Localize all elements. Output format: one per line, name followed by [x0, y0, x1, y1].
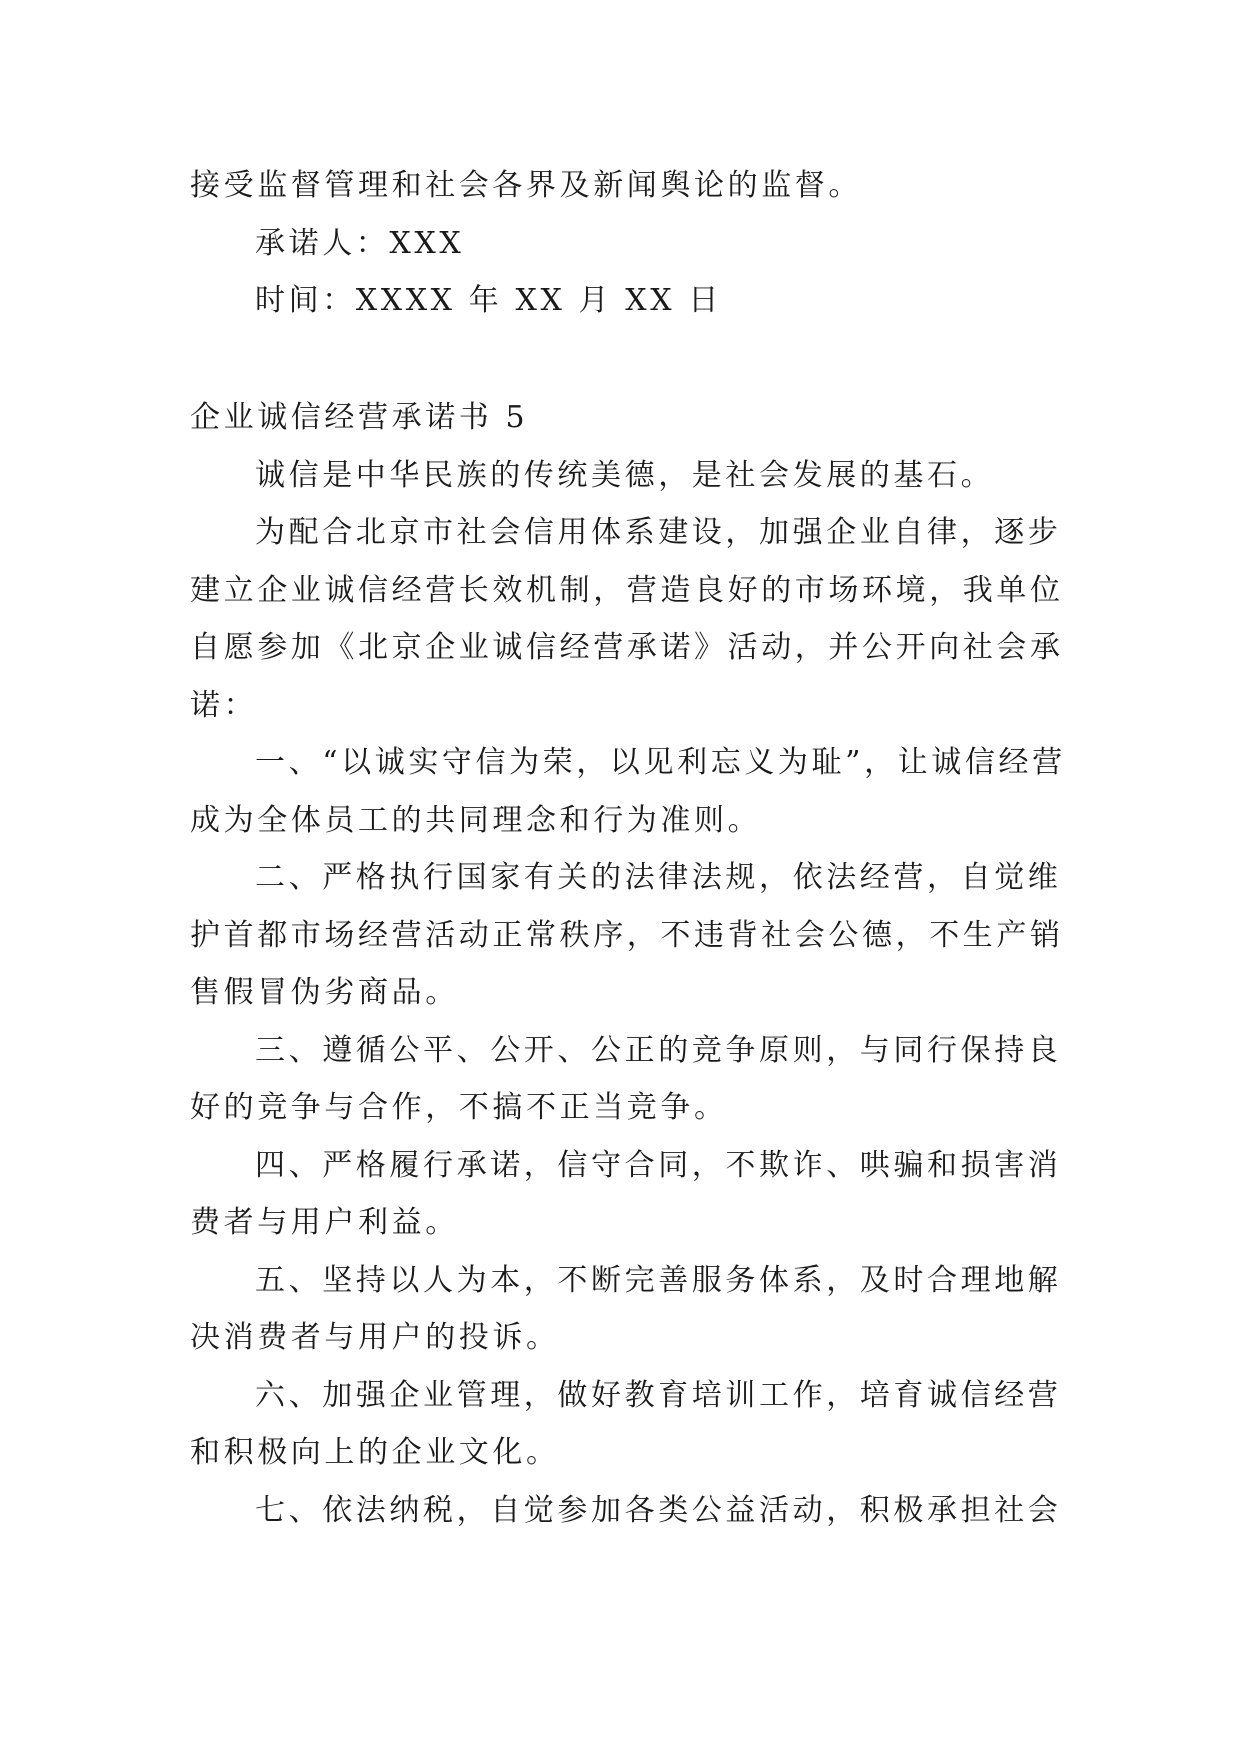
item-6-line-1: 六、加强企业管理，做好教育培训工作，培育诚信经营 [255, 1377, 1062, 1413]
item-7-line-1: 七、依法纳税，自觉参加各类公益活动，积极承担社会 [255, 1492, 1062, 1528]
paragraph-2-line-2: 建立企业诚信经营长效机制，营造良好的市场环境，我单位 [190, 572, 1064, 608]
promisor-line: 承诺人：XXX [255, 225, 465, 261]
paragraph-2-line-1: 为配合北京市社会信用体系建设，加强企业自律，逐步 [255, 515, 1062, 550]
item-4-line-1: 四、严格履行承诺，信守合同，不欺诈、哄骗和损害消 [255, 1147, 1062, 1183]
previous-section-ending [190, 157, 1052, 330]
section-title: 企业诚信经营承诺书 5 [190, 400, 529, 435]
item-2-line-3: 售假冒伪劣商品。 [190, 975, 459, 1010]
closing-line: 接受监督管理和社会各界及新闻舆论的监督。 [190, 168, 862, 203]
item-1-line-1: 一、“以诚实守信为荣，以见利忘义为耻”，让诚信经营 [255, 745, 1066, 780]
item-2-line-1: 二、严格执行国家有关的法律法规，依法经营，自觉维 [255, 860, 1062, 895]
item-4-line-2: 费者与用户利益。 [190, 1205, 459, 1240]
item-5-line-2: 决消费者与用户的投诉。 [190, 1320, 560, 1355]
paragraph-2-line-4: 诺： [190, 687, 258, 723]
item-6-line-2: 和积极向上的企业文化。 [190, 1435, 560, 1470]
item-3-line-1: 三、遵循公平、公开、公正的竞争原则，与同行保持良 [255, 1032, 1062, 1068]
item-1-line-2: 成为全体员工的共同理念和行为准则。 [190, 802, 762, 838]
paragraph-2-line-3: 自愿参加《北京企业诚信经营承诺》活动，并公开向社会承 [190, 630, 1064, 665]
date-line: 时间：XXXX 年 XX 月 XX 日 [255, 283, 722, 318]
item-3-line-2: 好的竞争与合作，不搞不正当竞争。 [190, 1090, 728, 1125]
item-5-line-1: 五、坚持以人为本，不断完善服务体系，及时合理地解 [255, 1262, 1062, 1298]
paragraph-1: 诚信是中华民族的传统美德，是社会发展的基石。 [255, 457, 995, 493]
item-2-line-2: 护首都市场经营活动正常秩序，不违背社会公德，不生产销 [190, 917, 1064, 953]
commitment-letter-5 [190, 389, 1066, 1539]
